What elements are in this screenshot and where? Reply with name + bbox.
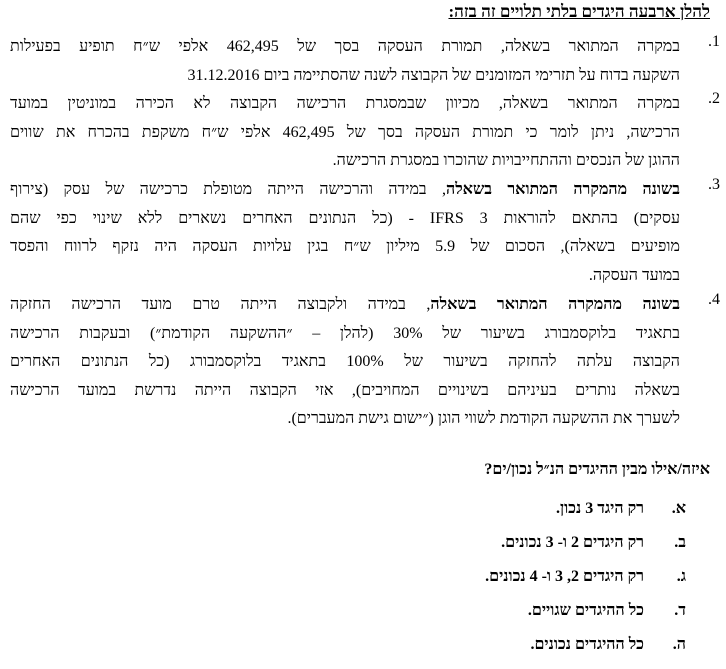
statement-line: השקעה בדוח על תזרימי המזומנים של הקבוצה לשנה שהסתיימה ביום 31.12.2016 <box>187 66 680 84</box>
answer-option-b[interactable] <box>0 534 726 564</box>
answer-option-c[interactable] <box>0 568 726 598</box>
statement-number: 1. <box>708 33 720 50</box>
option-text: רק היגדים 2 ו- 3 נכונים. <box>501 534 644 551</box>
option-text: רק היגדים 2, 3 ו- 4 נכונים. <box>485 568 644 585</box>
question-text: איזה/אילו מבין ההיגדים הנ״ל נכון/ים? <box>484 461 710 478</box>
statement-emphasis: בשונה מהמקרה המתואר בשאלה <box>445 181 680 198</box>
statement-line: לשערך את ההשקעה הקודמת לשווי הוגן (״ישום גישת המעברים). <box>287 410 680 427</box>
statement-line: בשונה מהמקרה המתואר בשאלה, במידה והרכישה הייתה מטופלת כרכישה של עסק (צירוף <box>10 181 680 198</box>
option-text: רק היגד 3 נכון. <box>556 500 644 517</box>
statement-line: בתאגיד בלוקסמבורג בשיעור של 30% (להלן – ״ההשקעה הקודמת״) ובעקבות הרכישה <box>10 324 680 342</box>
statement-line: ההוגן של הנכסים וההתחייבויות שהוכרו במסגרת הרכישה. <box>332 152 680 169</box>
answer-option-a[interactable] <box>0 500 726 530</box>
statement-number: 2. <box>708 90 720 107</box>
statement-line: הרכישה, ניתן לומר כי תמורת העסקה בסך של 462,495 אלפי ש״ח משקפת בהכרח את שווים <box>10 123 681 141</box>
statement-line: מופיעים בשאלה), הסכום של 5.9 מיליון ש״ח בגין עלויות העסקה היה נזקף לרווח והפסד <box>10 238 681 255</box>
statement-text <box>10 176 680 290</box>
statement-line: הקבוצה עלתה להחזקה בשיעור של 100% בתאגיד בלוקסמבורג (כל הנתונים האחרים <box>10 353 681 370</box>
option-letter: ה. <box>672 636 686 653</box>
option-text: כל ההיגדים נכונים. <box>530 636 644 653</box>
statement-line: בשאלה נותרים בעיניהם בשינויים המחויבים), אזי הקבוצה הייתה נדרשת במועד הרכישה <box>10 381 680 399</box>
statement-number: 4. <box>708 291 720 308</box>
section-heading: להלן ארבעה היגדים בלתי תלויים זה בזה: <box>448 2 710 21</box>
statement-line: במועד העסקה. <box>588 266 680 284</box>
option-letter: ג. <box>676 568 686 585</box>
statement-line: עסקים) בהתאם להוראות IFRS 3 - (כל הנתונים האחרים נשארים ללא שינוי כפי שהם <box>10 209 681 227</box>
statement-text <box>10 90 680 176</box>
option-letter: ד. <box>674 602 686 619</box>
option-text: כל ההיגדים שגויים. <box>527 602 644 619</box>
statement-number: 3. <box>708 176 720 193</box>
statement-line: במקרה המתואר בשאלה, תמורת העסקה בסך של 462,495 אלפי ש״ח תופיע בפעילות <box>10 38 680 55</box>
option-letter: ב. <box>674 534 686 551</box>
option-letter: א. <box>671 500 686 517</box>
answer-option-d[interactable] <box>0 602 726 632</box>
statement-text <box>10 291 680 434</box>
statement-line: במקרה המתואר בשאלה, מכיוון שבמסגרת הרכישה הקבוצה לא הכירה במוניטין במועד <box>10 95 680 112</box>
statement-emphasis: בשונה מהמקרה המתואר בשאלה <box>430 296 680 313</box>
answer-option-e[interactable] <box>0 636 726 666</box>
statement-text <box>10 33 680 90</box>
statement-line: בשונה מהמקרה המתואר בשאלה, במידה ולקבוצה הייתה טרם מועד הרכישה החזקה <box>10 296 680 313</box>
